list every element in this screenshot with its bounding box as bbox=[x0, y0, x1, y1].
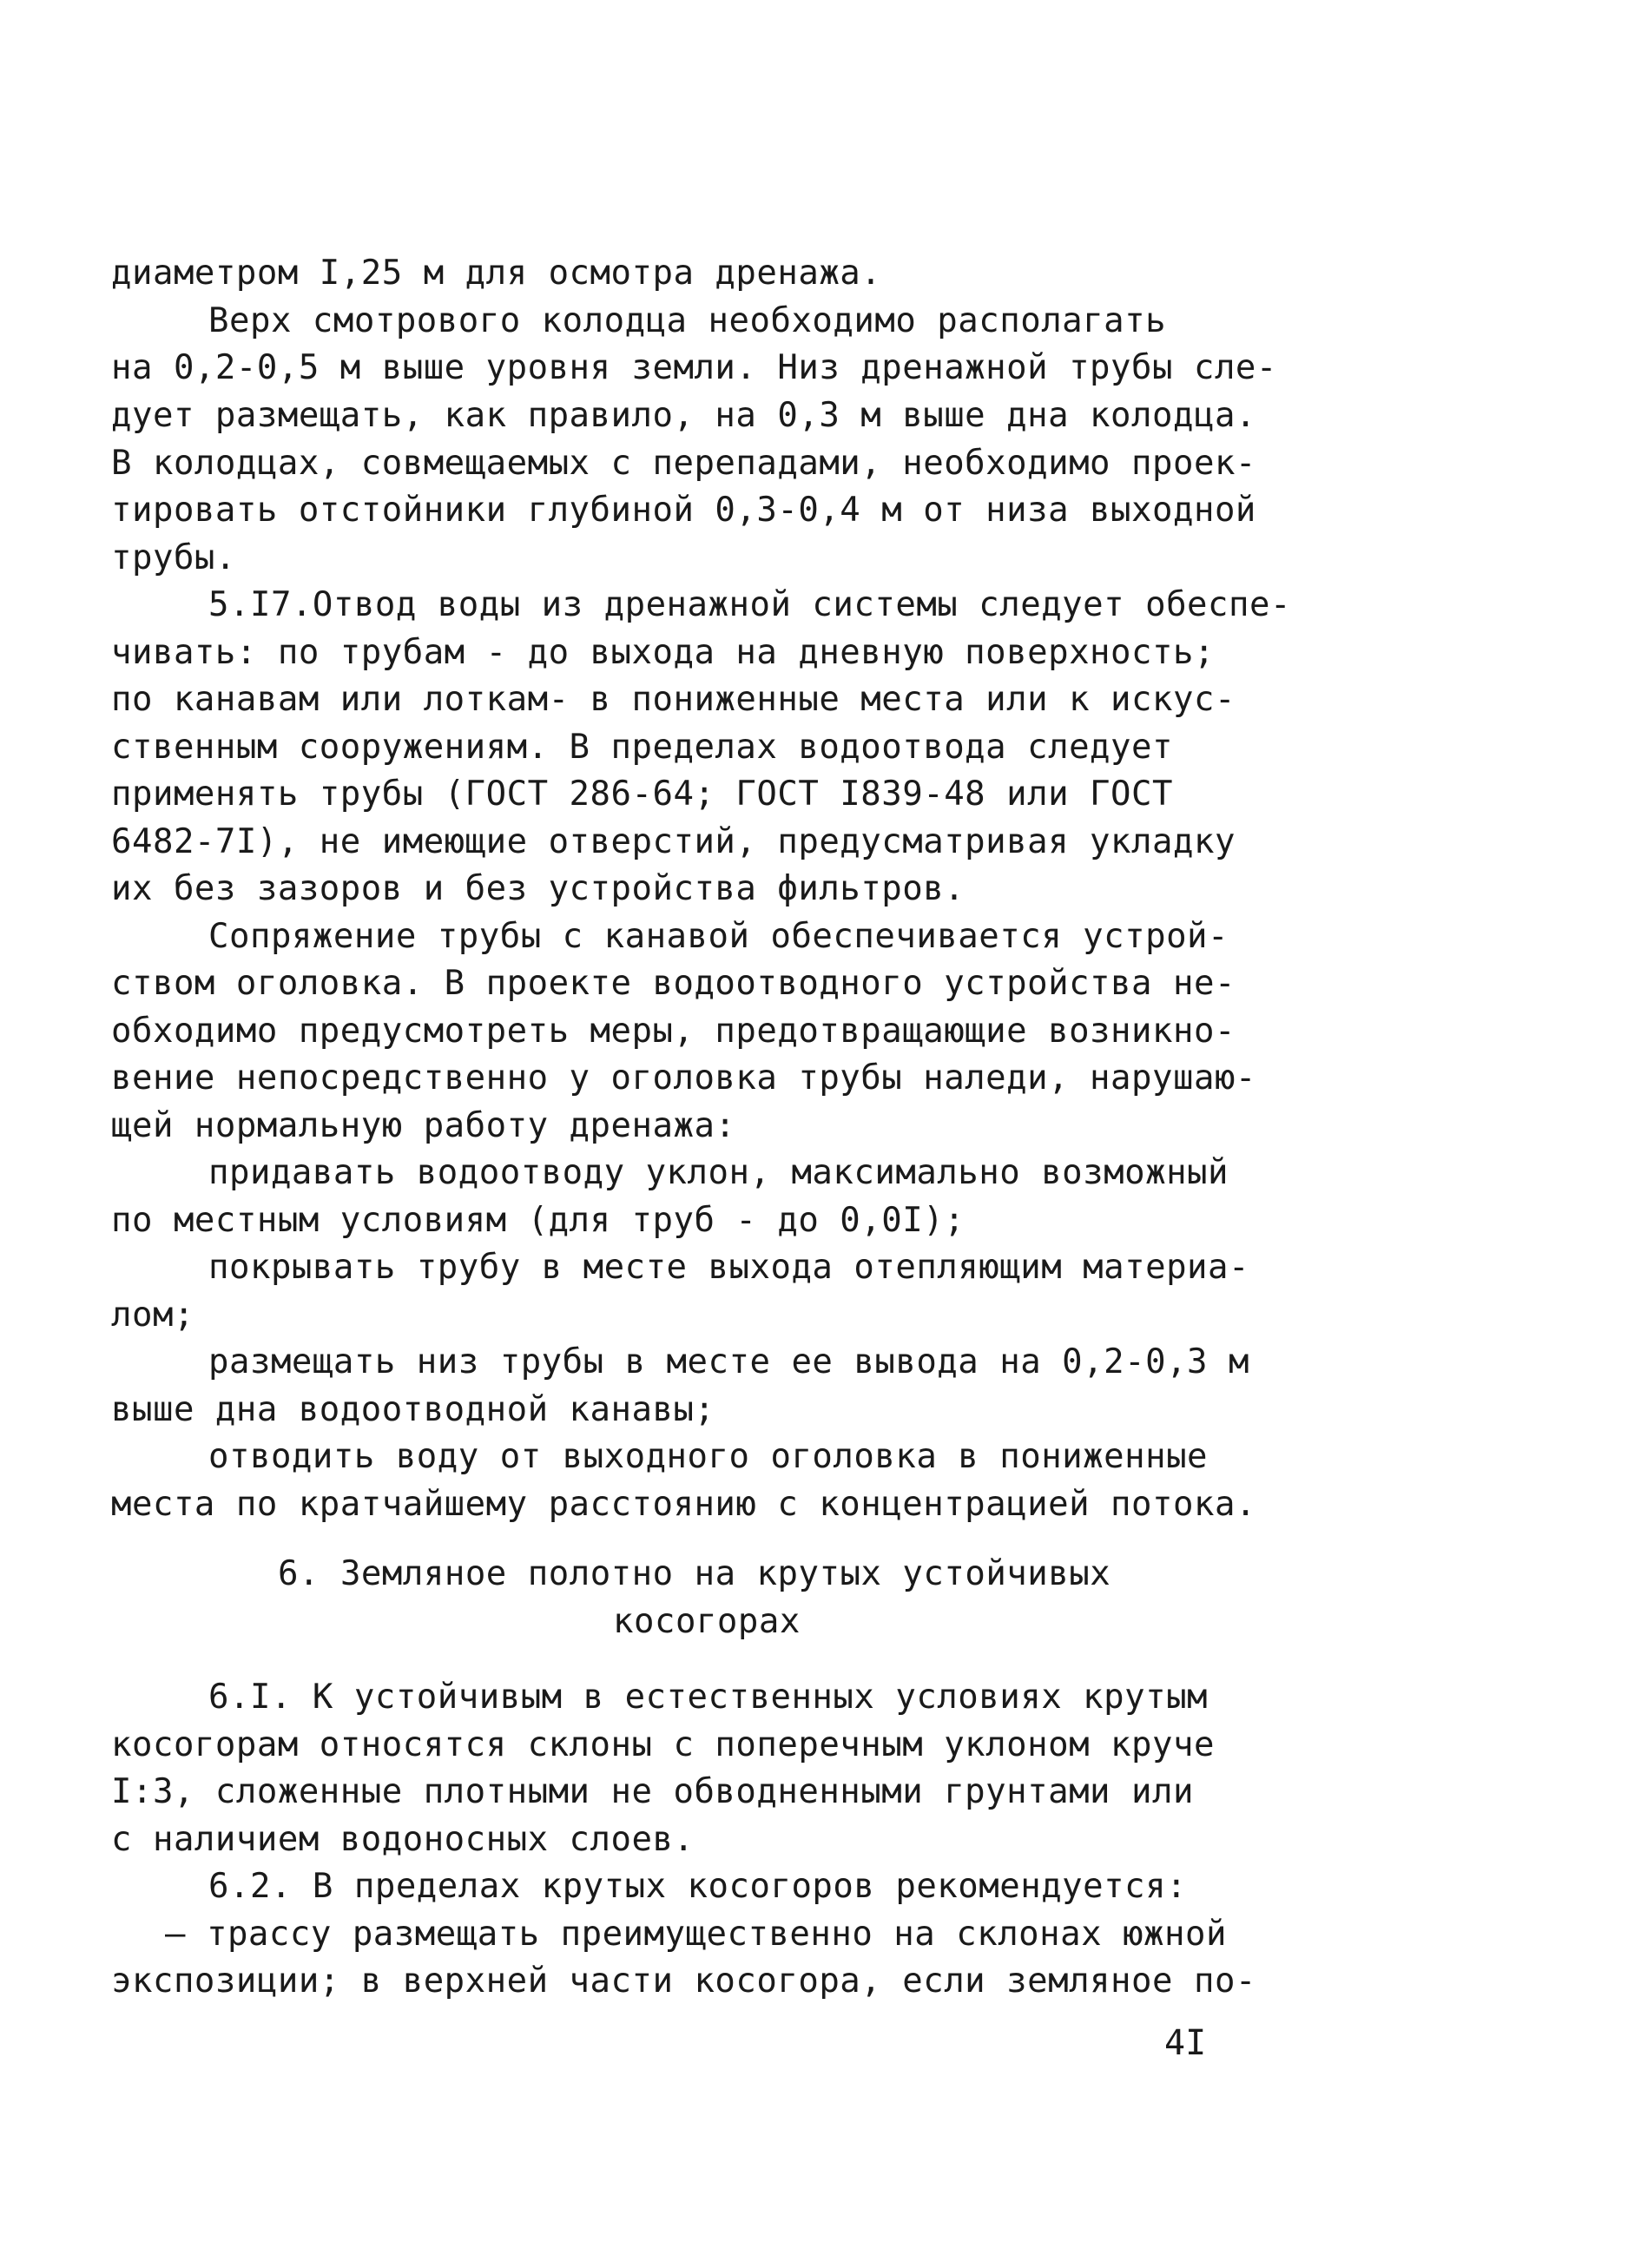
text-line: щей нормальную работу дренажа: bbox=[111, 1106, 736, 1145]
text-line: с наличием водоносных слоев. bbox=[111, 1820, 695, 1859]
section-heading: 6. Земляное полотно на крутых устойчивых bbox=[278, 1554, 1111, 1593]
text-line: трубы. bbox=[111, 538, 236, 577]
text-line: 6482-7I), не имеющие отверстий, предусматривая укладку bbox=[111, 822, 1236, 861]
text-line: 5.I7.Отвод воды из дренажной системы следует обеспе- bbox=[208, 585, 1291, 624]
text-line: Сопряжение трубы с канавой обеспечивается устрой- bbox=[208, 917, 1229, 956]
section-heading: косогорах bbox=[613, 1602, 801, 1641]
text-line: отводить воду от выходного оголовка в пониженные bbox=[208, 1437, 1209, 1476]
text-line: 6.2. В пределах крутых косогоров рекомендуется: bbox=[208, 1867, 1188, 1906]
text-line: придавать водоотводу уклон, максимально возможный bbox=[208, 1153, 1229, 1192]
text-line: дует размещать, как правило, на 0,3 м выше дна колодца. bbox=[111, 396, 1256, 435]
text-line: диаметром I,25 м для осмотра дренажа. bbox=[111, 254, 882, 293]
text-line: их без зазоров и без устройства фильтров. bbox=[111, 869, 965, 908]
text-line: экспозиции; в верхней части косогора, если земляное по- bbox=[111, 1961, 1256, 2001]
text-line: применять трубы (ГОСТ 286-64; ГОСТ I839-48 или ГОСТ bbox=[111, 775, 1173, 814]
text-line: ственным сооружениям. В пределах водоотвода следует bbox=[111, 728, 1173, 767]
text-line: обходимо предусмотреть меры, предотвращающие возникно- bbox=[111, 1012, 1236, 1051]
text-line: выше дна водоотводной канавы; bbox=[111, 1390, 715, 1429]
text-line: 6.I. К устойчивым в естественных условиях крутым bbox=[208, 1678, 1209, 1717]
text-line: ством оголовка. В проекте водоотводного устройства не- bbox=[111, 964, 1236, 1003]
text-line: косогорам относятся склоны с поперечным уклоном круче bbox=[111, 1725, 1215, 1764]
page-number: 4I bbox=[1164, 2023, 1207, 2063]
text-line: – трассу размещать преимущественно на склонах южной bbox=[165, 1915, 1227, 1954]
text-line: Верх смотрового колодца необходимо располагать bbox=[208, 301, 1167, 340]
text-line: покрывать трубу в месте выхода отепляющим материа- bbox=[208, 1248, 1249, 1287]
text-line: места по кратчайшему расстоянию с концентрацией потока. bbox=[111, 1485, 1256, 1524]
text-line: В колодцах, совмещаемых с перепадами, необходимо проек- bbox=[111, 444, 1256, 483]
text-line: по местным условиям (для труб - до 0,0I); bbox=[111, 1201, 965, 1240]
text-line: тировать отстойники глубиной 0,3-0,4 м от низа выходной bbox=[111, 491, 1256, 530]
text-line: размещать низ трубы в месте ее вывода на 0,2-0,3 м bbox=[208, 1342, 1249, 1381]
text-line: на 0,2-0,5 м выше уровня земли. Низ дренажной трубы сле- bbox=[111, 348, 1277, 387]
text-line: лом; bbox=[111, 1296, 194, 1335]
text-line: I:3, сложенные плотными не обводненными грунтами или bbox=[111, 1772, 1194, 1811]
text-line: чивать: по трубам - до выхода на дневную поверхность; bbox=[111, 633, 1215, 672]
text-line: вение непосредственно у оголовка трубы наледи, нарушаю- bbox=[111, 1058, 1256, 1098]
text-line: по канавам или лоткам- в пониженные места или к искус- bbox=[111, 680, 1236, 719]
